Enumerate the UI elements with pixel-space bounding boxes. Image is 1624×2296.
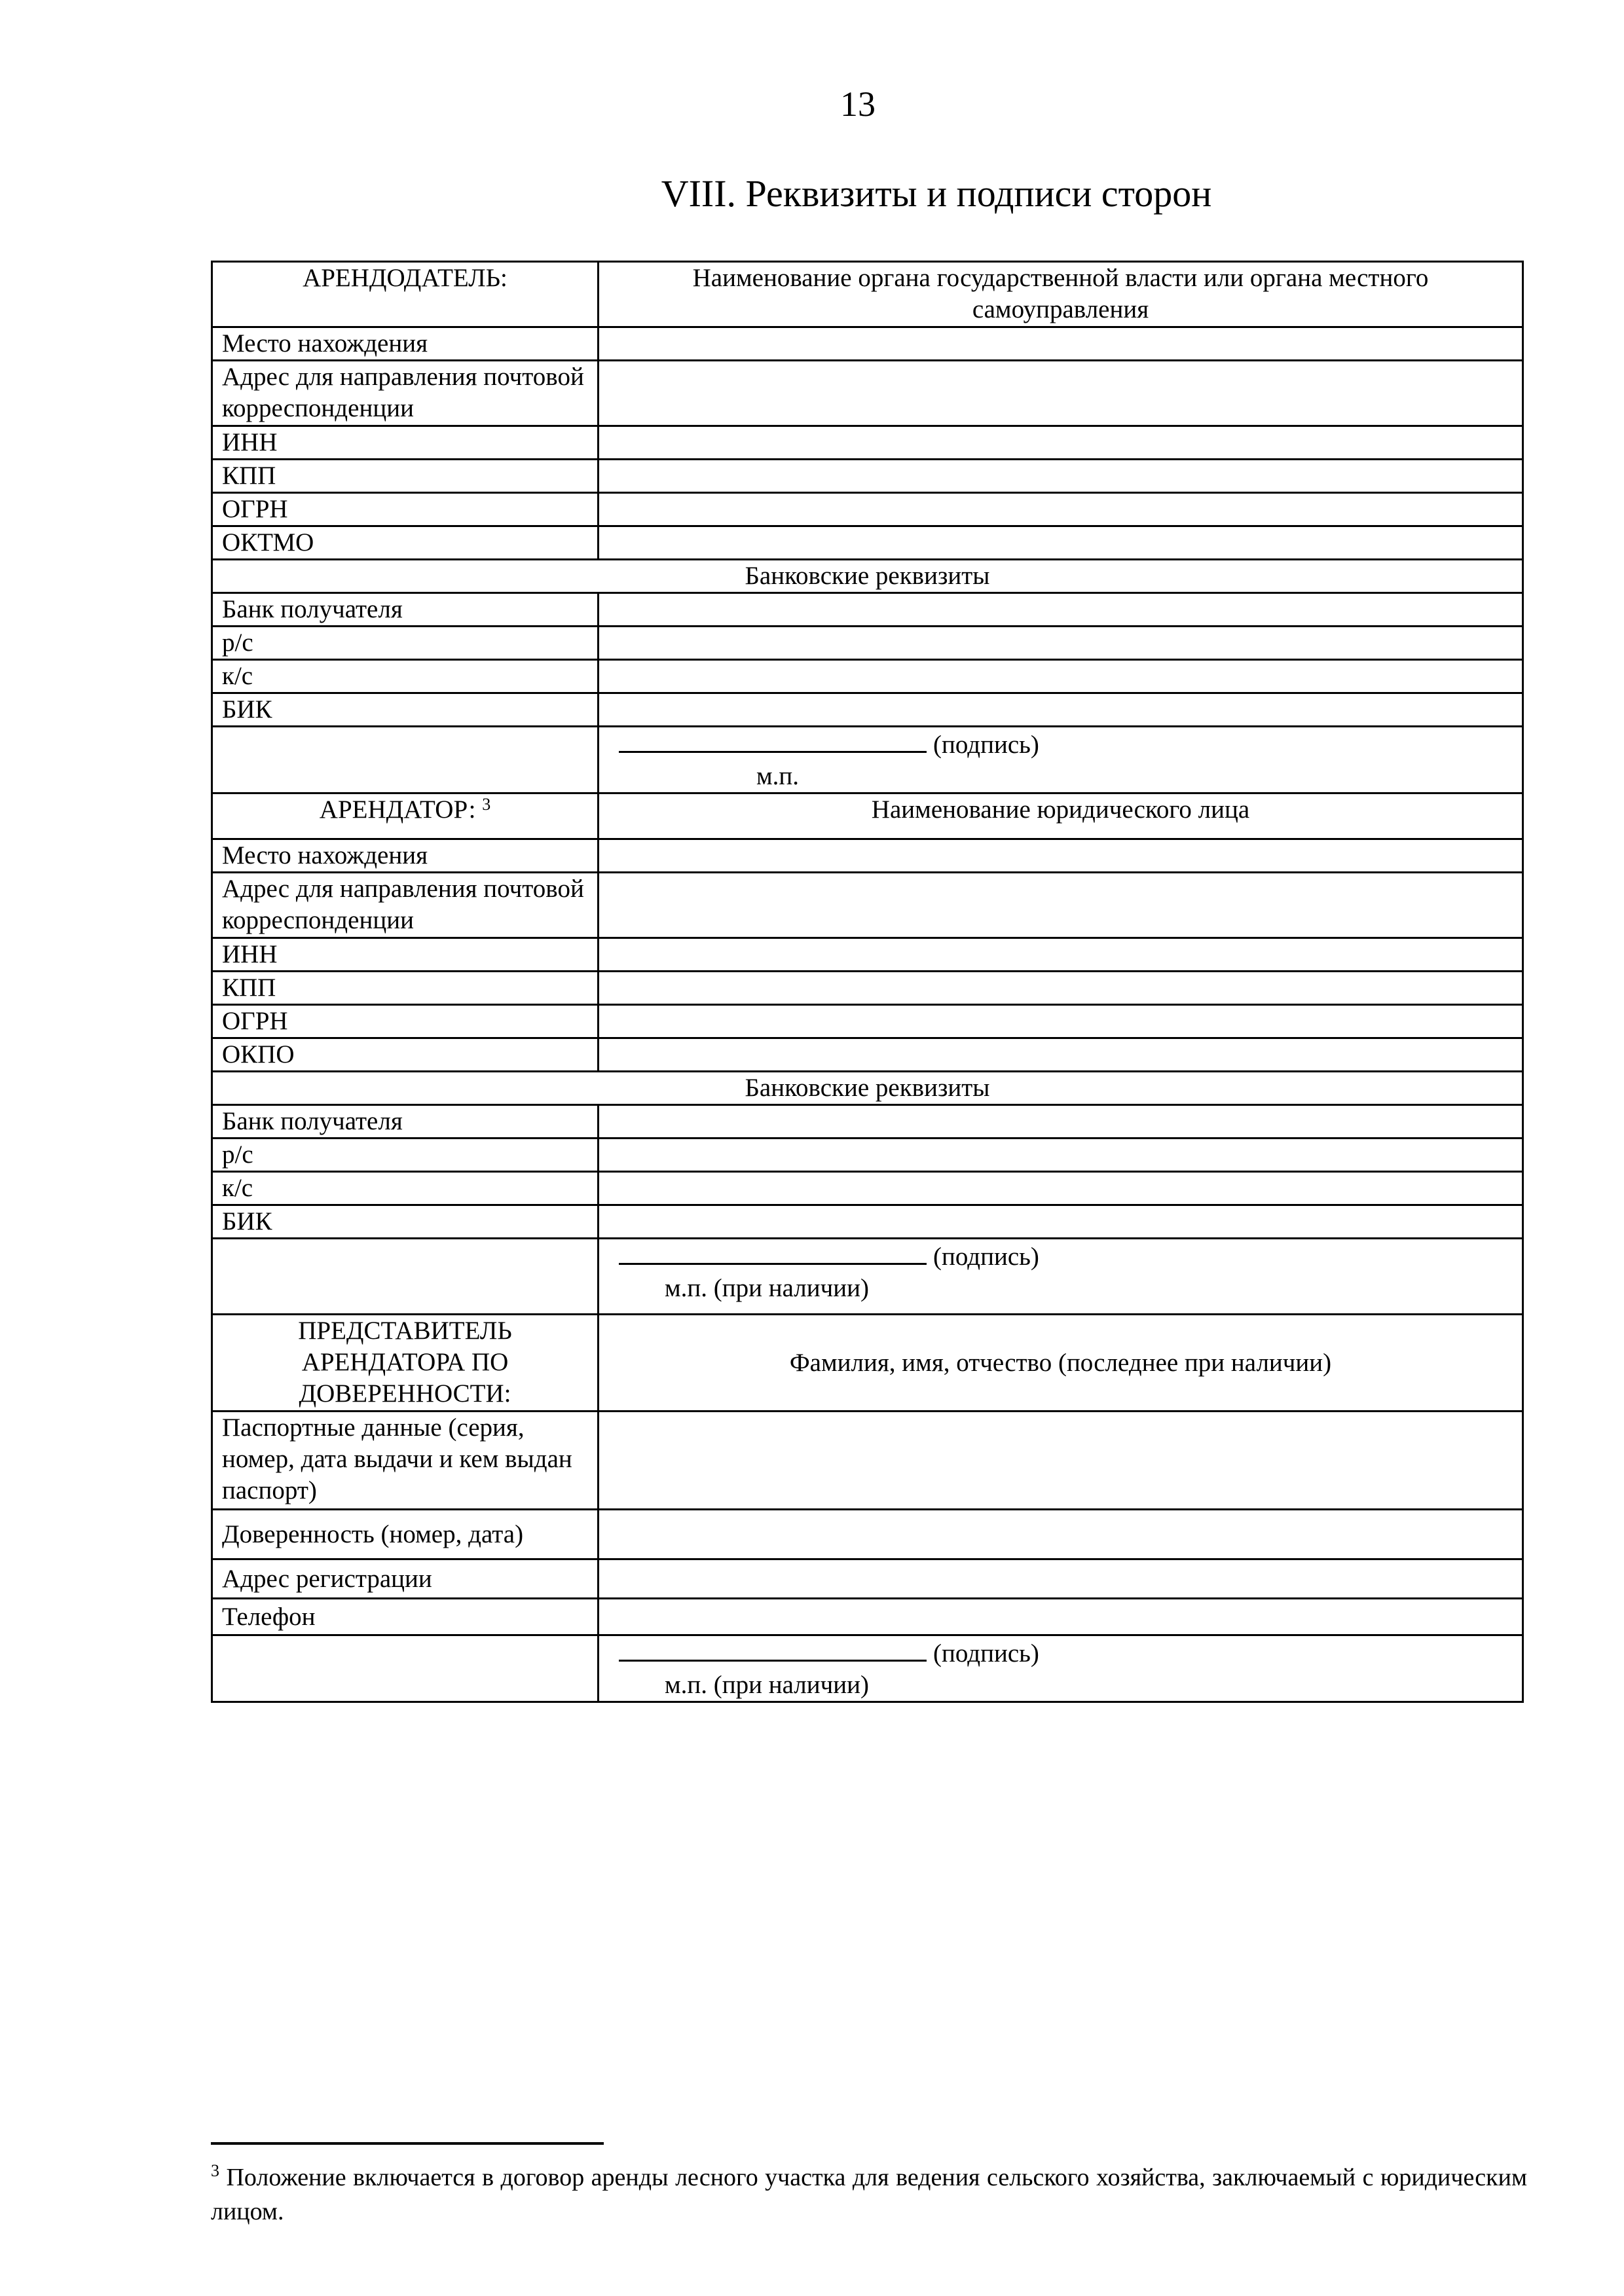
row-value[interactable] (599, 327, 1523, 361)
row-label: БИК (212, 693, 599, 727)
footnote-separator (211, 2142, 604, 2145)
empty-cell (212, 1635, 599, 1702)
table-row (212, 1038, 1523, 1072)
empty-cell (212, 1239, 599, 1315)
row-label: ИНН (212, 938, 599, 972)
section-title: VIII. Реквизиты и подписи сторон (661, 172, 1212, 215)
table-row (212, 493, 1523, 526)
table-row (212, 460, 1523, 493)
table-row (212, 938, 1523, 972)
bank-header-row (212, 560, 1523, 593)
table-row (212, 873, 1523, 938)
table-row (212, 1005, 1523, 1038)
page-number: 13 (840, 84, 876, 124)
representative-header: ПРЕДСТАВИТЕЛЬ АРЕНДАТОРА ПО ДОВЕРЕННОСТИ: (212, 1315, 599, 1412)
row-value[interactable] (599, 526, 1523, 560)
row-value[interactable] (599, 1005, 1523, 1038)
signature-caption: (подпись) (933, 1243, 1039, 1271)
tenant-header (212, 793, 599, 839)
requisites-table (211, 261, 1524, 1703)
tenant-bank-header: Банковские реквизиты (212, 1072, 1523, 1105)
bank-header-row (212, 1072, 1523, 1105)
row-label: Паспортные данные (серия, номер, дата выдачи и кем выдан паспорт) (212, 1412, 599, 1510)
row-label: Телефон (212, 1599, 599, 1635)
footnote-ref: 3 (482, 795, 491, 814)
table-row (212, 1559, 1523, 1599)
table-row (212, 1412, 1523, 1510)
table-row (212, 1139, 1523, 1172)
stamp-caption: м.п. (при наличии) (665, 1274, 869, 1302)
table-row (212, 1172, 1523, 1205)
landlord-bank-header: Банковские реквизиты (212, 560, 1523, 593)
row-value[interactable] (599, 1172, 1523, 1205)
signature-caption: (подпись) (933, 731, 1039, 759)
row-label: ИНН (212, 426, 599, 460)
row-label: КПП (212, 972, 599, 1005)
row-value[interactable] (599, 1205, 1523, 1239)
tenant-header-row (212, 793, 1523, 839)
row-label: к/с (212, 1172, 599, 1205)
row-label: КПП (212, 460, 599, 493)
row-value[interactable] (599, 938, 1523, 972)
row-label: Место нахождения (212, 839, 599, 873)
landlord-signature-row (212, 727, 1523, 793)
row-value[interactable] (599, 627, 1523, 660)
table-row (212, 361, 1523, 426)
row-value[interactable] (599, 361, 1523, 426)
row-label: р/с (212, 1139, 599, 1172)
table-row (212, 660, 1523, 693)
row-value[interactable] (599, 1510, 1523, 1559)
representative-signature-row (212, 1635, 1523, 1702)
row-value[interactable] (599, 972, 1523, 1005)
representative-header-row (212, 1315, 1523, 1412)
signature-line[interactable] (619, 1239, 927, 1265)
row-label: БИК (212, 1205, 599, 1239)
landlord-signature-cell[interactable] (599, 727, 1523, 793)
row-label: Банк получателя (212, 593, 599, 627)
footnote-text: Положение включается в договор аренды лесного участка для ведения сельского хозяйства, заключаемый с юридическим лицом. (211, 2164, 1527, 2225)
table-row (212, 1599, 1523, 1635)
row-value[interactable] (599, 593, 1523, 627)
row-label: Место нахождения (212, 327, 599, 361)
row-label: ОГРН (212, 1005, 599, 1038)
tenant-name-caption: Наименование юридического лица (599, 793, 1523, 839)
table-row (212, 593, 1523, 627)
landlord-header: АРЕНДОДАТЕЛЬ: (212, 262, 599, 327)
table-row (212, 1510, 1523, 1559)
row-value[interactable] (599, 1559, 1523, 1599)
row-value[interactable] (599, 1599, 1523, 1635)
row-label: Адрес регистрации (212, 1559, 599, 1599)
tenant-signature-cell[interactable] (599, 1239, 1523, 1315)
table-row (212, 1105, 1523, 1139)
row-value[interactable] (599, 426, 1523, 460)
row-value[interactable] (599, 460, 1523, 493)
row-label: ОКПО (212, 1038, 599, 1072)
tenant-signature-row (212, 1239, 1523, 1315)
landlord-name-caption: Наименование органа государственной власти или органа местного самоуправления (599, 262, 1523, 327)
table-row (212, 426, 1523, 460)
landlord-header-row (212, 262, 1523, 327)
table-row (212, 526, 1523, 560)
row-value[interactable] (599, 1038, 1523, 1072)
row-label: ОГРН (212, 493, 599, 526)
signature-caption: (подпись) (933, 1639, 1039, 1667)
row-label: Доверенность (номер, дата) (212, 1510, 599, 1559)
row-label: р/с (212, 627, 599, 660)
row-label: к/с (212, 660, 599, 693)
row-value[interactable] (599, 1139, 1523, 1172)
row-value[interactable] (599, 1412, 1523, 1510)
row-label: ОКТМО (212, 526, 599, 560)
representative-signature-cell[interactable] (599, 1635, 1523, 1702)
table-row (212, 693, 1523, 727)
footnote (211, 2160, 1527, 2229)
footnote-mark: 3 (211, 2161, 219, 2180)
signature-line[interactable] (619, 727, 927, 753)
row-label: Банк получателя (212, 1105, 599, 1139)
table-row (212, 839, 1523, 873)
row-value[interactable] (599, 1105, 1523, 1139)
table-row (212, 1205, 1523, 1239)
row-value[interactable] (599, 493, 1523, 526)
row-value[interactable] (599, 693, 1523, 727)
row-label: Адрес для направления почтовой корреспонденции (212, 361, 599, 426)
row-label: Адрес для направления почтовой корреспонденции (212, 873, 599, 938)
representative-name-caption: Фамилия, имя, отчество (последнее при наличии) (599, 1315, 1523, 1412)
stamp-caption: м.п. (756, 762, 800, 790)
row-value[interactable] (599, 660, 1523, 693)
stamp-caption: м.п. (при наличии) (665, 1671, 869, 1699)
signature-line[interactable] (619, 1636, 927, 1662)
empty-cell (212, 727, 599, 793)
table-row (212, 627, 1523, 660)
row-value[interactable] (599, 839, 1523, 873)
tenant-header-label: АРЕНДАТОР: (319, 795, 476, 824)
table-row (212, 327, 1523, 361)
table-row (212, 972, 1523, 1005)
row-value[interactable] (599, 873, 1523, 938)
